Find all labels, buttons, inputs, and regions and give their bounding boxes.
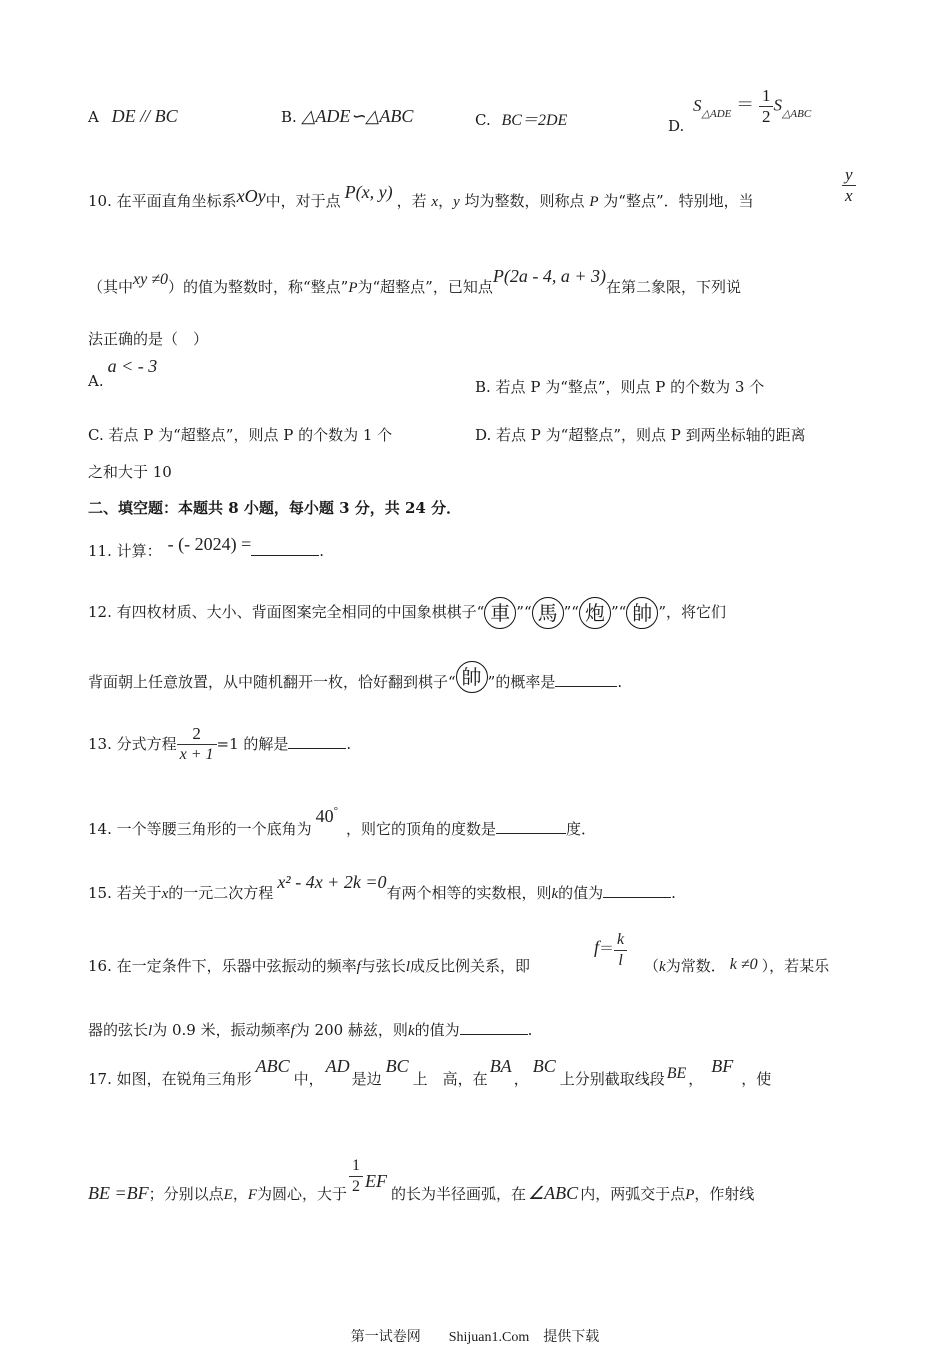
text: 为常数． — [665, 957, 726, 975]
q9-option-a — [88, 106, 178, 127]
q9-option-d — [668, 86, 812, 135]
variable: y — [453, 194, 460, 210]
variable: k — [659, 959, 666, 975]
text: ， — [438, 192, 454, 210]
math: 40 — [315, 806, 334, 826]
q9-option-b — [281, 106, 413, 127]
fraction-y-over-x — [842, 165, 856, 206]
option-label: A — [88, 108, 99, 126]
variable: k — [407, 1023, 415, 1039]
section-title: 二、填空题：本题共 8 小题，每小题 3 分，共 24 分． — [88, 499, 462, 517]
text: ；分别以点 — [148, 1185, 224, 1203]
option-math: a < - 3 — [107, 356, 158, 376]
text: 为“超整点”，已知点 — [357, 278, 493, 296]
text: ），若某乐 — [761, 957, 830, 975]
q10-option-c: C. 若点 P 为“超整点”，则点 P 的个数为 1 个 — [88, 426, 393, 444]
text: 有两个相等的实数根，则 — [386, 884, 552, 902]
variable: P — [685, 1187, 695, 1203]
text: ， — [232, 1185, 248, 1203]
q10-line-3: 法正确的是（ ） — [88, 330, 209, 348]
q11 — [88, 532, 324, 569]
text: 上分别截取线段 — [559, 1070, 665, 1088]
math: AD — [325, 1056, 350, 1076]
q16-line-2 — [88, 1012, 532, 1049]
variable: P — [589, 194, 599, 210]
q16-line-1 — [88, 948, 530, 985]
fraction-numerator: 2 — [177, 724, 217, 745]
text: ， — [688, 1070, 704, 1088]
text: 成反比例关系，即 — [409, 957, 530, 975]
math: P(2a - 4, a + 3) — [492, 266, 606, 286]
fraction-numerator: y — [842, 165, 856, 186]
variable: f — [356, 959, 361, 975]
text: . — [617, 673, 623, 691]
text: 中， — [293, 1070, 324, 1088]
text: （其中 — [88, 278, 134, 296]
text: 上 高，在 — [412, 1070, 488, 1088]
fraction-numerator: 1 — [349, 1156, 363, 1177]
text: ”“ — [516, 603, 532, 621]
q17-line-2 — [88, 1156, 754, 1215]
math: xy ≠0 — [133, 271, 168, 288]
fraction — [614, 930, 627, 971]
math: BE =BF — [88, 1183, 149, 1203]
area-subscript: △ADE — [701, 107, 732, 120]
math: BA — [489, 1056, 512, 1076]
text: 10. 在平面直角坐标系 — [88, 192, 237, 210]
answer-blank — [496, 819, 566, 834]
text: . — [527, 1021, 533, 1039]
q12-line-2 — [88, 662, 622, 702]
option-label: A. — [88, 372, 104, 390]
q10-line-1 — [88, 182, 754, 220]
variable: x — [431, 194, 439, 210]
math: x² - 4x + 2k =0 — [277, 872, 387, 892]
degree-symbol: ° — [333, 805, 339, 817]
q17-line-1 — [88, 1058, 771, 1100]
text: 为“整点”．特别地，当 — [603, 192, 754, 210]
text: 17. 如图，在锐角三角形 — [88, 1070, 252, 1088]
fraction-numerator: 1 — [759, 86, 774, 107]
math: xOy — [236, 186, 266, 206]
q10-line-2 — [88, 268, 741, 306]
math: BF — [711, 1056, 734, 1076]
variable: E — [223, 1187, 233, 1203]
answer-blank — [288, 734, 346, 749]
text: 背面朝上任意放置，从中随机翻开一枚，恰好翻到棋子“ — [88, 673, 456, 691]
text: 为 0.9 米，振动频率 — [152, 1021, 291, 1039]
text: 的一元二次方程 — [168, 884, 274, 902]
math: BC — [385, 1056, 409, 1076]
text: 在第二象限，下列说 — [605, 278, 741, 296]
equals-sign: ＝ — [736, 94, 755, 115]
text: =1 的解是 — [216, 735, 289, 753]
text: 内，两弧交于点 — [580, 1185, 686, 1203]
fraction — [177, 724, 217, 765]
fraction-denominator: l — [618, 952, 623, 969]
text: 中，对于点 — [265, 192, 341, 210]
text: 的值为 — [558, 884, 604, 902]
fraction-denominator: x — [845, 186, 853, 205]
fraction-denominator: 2 — [761, 107, 771, 126]
text: ）的值为整数时，称“整点” — [168, 278, 349, 296]
fraction-half — [759, 86, 774, 127]
variable: x — [161, 886, 169, 902]
q13 — [88, 724, 351, 765]
math: BE — [666, 1065, 687, 1082]
variable: f — [290, 1023, 295, 1039]
text: 11. 计算： — [88, 542, 162, 560]
text: 与弦长 — [360, 957, 406, 975]
area-symbol: S — [773, 95, 782, 115]
fraction-numerator: k — [614, 930, 627, 951]
answer-blank — [251, 541, 319, 556]
fraction-denominator: 2 — [352, 1178, 361, 1195]
variable: f — [594, 936, 600, 957]
text: 度． — [566, 820, 597, 838]
chess-piece-shuai: 帥 — [456, 661, 488, 693]
equals-sign: ＝ — [599, 940, 615, 957]
option-label: C. — [475, 111, 491, 129]
text: 为圆心，大于 — [257, 1185, 348, 1203]
chess-piece-ma: 馬 — [532, 597, 564, 629]
q9-option-c — [475, 107, 567, 130]
text: 为 200 赫兹，则 — [294, 1021, 408, 1039]
option-label: D. — [668, 116, 685, 135]
q10-option-a — [88, 356, 158, 399]
text: （ — [644, 957, 660, 975]
page-footer: 第一试卷网 Shijuan1.Com 提供下载 — [350, 1330, 600, 1345]
q10-option-d: D. 若点 P 为“超整点”，则点 P 到两坐标轴的距离 — [475, 426, 806, 444]
fraction-denominator: x + 1 — [179, 746, 214, 763]
text: 12. 有四枚材质、大小、背面图案完全相同的中国象棋棋子“ — [88, 603, 485, 621]
text: 的值为 — [414, 1021, 460, 1039]
math: ∠ABC — [528, 1183, 579, 1203]
option-math: DE // BC — [111, 106, 178, 126]
text: 均为整数，则称点 — [464, 192, 585, 210]
q16-line-1-end — [644, 948, 829, 985]
text: 15. 若关于 — [88, 884, 162, 902]
math: k ≠0 — [729, 956, 758, 973]
variable: F — [247, 1187, 258, 1203]
text: 的长为半径画弧，在 — [391, 1185, 527, 1203]
text: ，作射线 — [694, 1185, 755, 1203]
variable: l — [405, 959, 410, 975]
text: 是边 — [351, 1070, 382, 1088]
q12-line-1 — [88, 592, 726, 632]
fraction-half — [349, 1156, 363, 1197]
area-subscript: △ABC — [781, 107, 812, 120]
text: ，若 — [396, 192, 427, 210]
q16-formula — [594, 930, 627, 971]
math: P(x, y) — [344, 182, 393, 202]
option-label: B. — [281, 108, 297, 126]
text: ”，将它们 — [658, 603, 726, 621]
q14 — [88, 805, 597, 851]
answer-blank — [555, 672, 617, 687]
math: ABC — [255, 1056, 290, 1076]
option-math: BC＝2DE — [501, 112, 568, 129]
text: 16. 在一定条件下，乐器中弦振动的频率 — [88, 957, 357, 975]
variable: P — [348, 280, 358, 296]
option-math: △ADE∽△ABC — [301, 106, 414, 126]
text: ”“ — [610, 603, 627, 621]
chess-piece-shuai: 帥 — [626, 597, 658, 629]
text: . — [346, 735, 352, 753]
text: ， — [513, 1070, 529, 1088]
answer-blank — [460, 1020, 528, 1035]
variable: k — [551, 886, 559, 902]
math: - (- 2024) = — [167, 534, 252, 554]
q10-option-b: B. 若点 P 为“整点”，则点 P 的个数为 3 个 — [475, 378, 765, 396]
text: ”“ — [563, 603, 579, 621]
area-symbol: S — [693, 95, 702, 115]
q10-option-d-continued: 之和大于 10 — [88, 463, 172, 481]
math: BC — [532, 1056, 556, 1076]
text: . — [671, 884, 676, 902]
text: . — [319, 542, 325, 560]
text: ，使 — [741, 1070, 772, 1088]
chess-piece-che: 車 — [484, 597, 516, 629]
text: 13. 分式方程 — [88, 735, 177, 753]
text: ”的概率是 — [487, 673, 556, 691]
chess-piece-pao: 炮 — [579, 597, 611, 629]
answer-blank — [603, 883, 671, 898]
text: 器的弦长 — [88, 1021, 149, 1039]
text: 14. 一个等腰三角形的一个底角为 — [88, 820, 312, 838]
variable: l — [148, 1023, 153, 1039]
text: ，则它的顶角的度数是 — [346, 820, 497, 838]
q15 — [88, 872, 676, 914]
math: EF — [365, 1171, 388, 1191]
